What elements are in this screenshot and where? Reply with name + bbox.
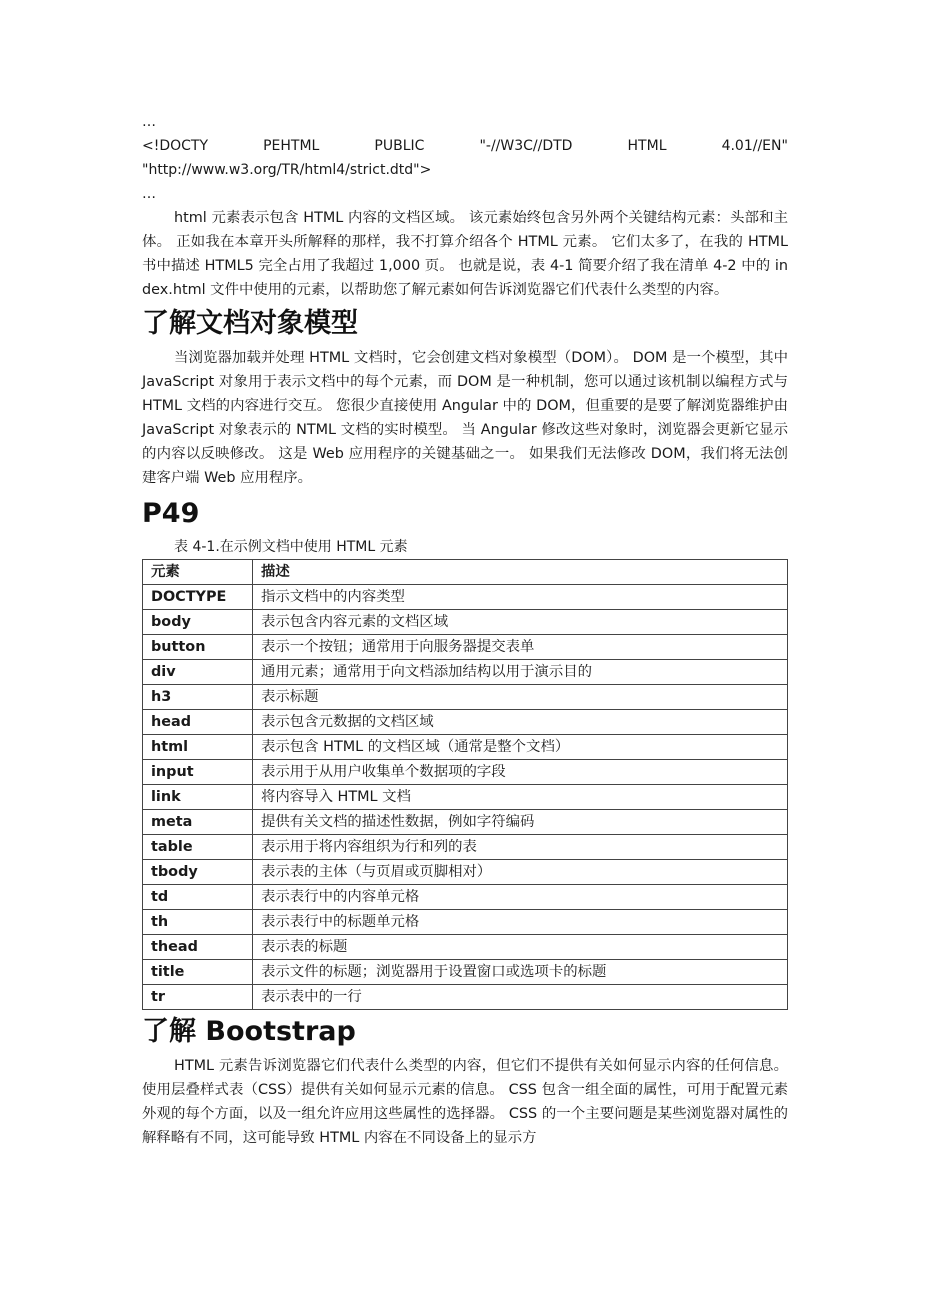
table-caption: 表 4-1.在示例文档中使用 HTML 元素 <box>174 539 408 555</box>
code-token: "-//W3C//DTD <box>479 138 573 154</box>
bootstrap-heading: 了解 Bootstrap <box>142 1016 356 1047</box>
element-cell: DOCTYPE <box>143 585 253 610</box>
dom-paragraph: 当浏览器加载并处理 HTML 文档时，它会创建文档对象模型（DOM）。 DOM 是一个模型，其中 JavaScript 对象用于表示文档中的每个元素，而 DOM 是一种机制，您可以通过该机制以编程方式与 HTML 文档的内容进行交互。 您很少直接使用 Angular 中的 DOM，但重要的是要了解浏览器维护由 JavaScript 对象表示的 NTML 文档的实时模型。 当 Angular 修改这些对象时，浏览器会更新它显示的内容以反映修改。 这是 Web 应用程序的关键基础之一。 如果我们无法修改 DOM，我们将无法创建客户端 Web 应用程序。 <box>142 350 788 486</box>
description-cell: 表示用于将内容组织为行和列的表 <box>253 835 788 860</box>
description-cell: 表示一个按钮；通常用于向服务器提交表单 <box>253 635 788 660</box>
table-row <box>143 710 788 735</box>
element-cell: title <box>143 960 253 985</box>
table-row <box>143 985 788 1010</box>
table-row <box>143 960 788 985</box>
table-row <box>143 885 788 910</box>
table-row <box>143 660 788 685</box>
description-cell: 指示文档中的内容类型 <box>253 585 788 610</box>
description-cell: 表示表中的一行 <box>253 985 788 1010</box>
element-cell: thead <box>143 935 253 960</box>
element-cell: head <box>143 710 253 735</box>
table-row <box>143 735 788 760</box>
table-row <box>143 935 788 960</box>
table-row <box>143 585 788 610</box>
table-header-row <box>143 560 788 585</box>
table-row <box>143 910 788 935</box>
code-ellipsis-bottom: … <box>142 186 156 202</box>
description-cell: 表示包含内容元素的文档区域 <box>253 610 788 635</box>
code-token: PUBLIC <box>374 138 425 154</box>
table-row <box>143 760 788 785</box>
bootstrap-paragraph: HTML 元素告诉浏览器它们代表什么类型的内容，但它们不提供有关如何显示内容的任何信息。使用层叠样式表（CSS）提供有关如何显示元素的信息。 CSS 包含一组全面的属性，可用于配置元素外观的每个方面，以及一组允许应用这些属性的选择器。 CSS 的一个主要问题是某些浏览器对属性的解释略有不同，这可能导致 HTML 内容在不同设备上的显示方 <box>142 1058 788 1146</box>
element-cell: link <box>143 785 253 810</box>
element-cell: td <box>143 885 253 910</box>
code-token: 4.01//EN" <box>721 138 788 154</box>
element-cell: meta <box>143 810 253 835</box>
table-row <box>143 635 788 660</box>
element-cell: tr <box>143 985 253 1010</box>
table-header-element: 元素 <box>143 560 253 585</box>
table-row <box>143 810 788 835</box>
code-doctype-line <box>142 134 788 158</box>
dom-heading: 了解文档对象模型 <box>142 308 358 339</box>
page-marker: P49 <box>142 498 200 529</box>
table-row <box>143 610 788 635</box>
table-row <box>143 785 788 810</box>
document-page <box>142 110 788 1150</box>
description-cell: 表示表行中的内容单元格 <box>253 885 788 910</box>
code-token: <!DOCTY <box>142 138 209 154</box>
element-cell: table <box>143 835 253 860</box>
code-token: PEHTML <box>263 138 320 154</box>
element-cell: th <box>143 910 253 935</box>
html-elements-table <box>142 559 788 1010</box>
element-cell: h3 <box>143 685 253 710</box>
element-cell: input <box>143 760 253 785</box>
description-cell: 表示包含元数据的文档区域 <box>253 710 788 735</box>
description-cell: 表示包含 HTML 的文档区域（通常是整个文档） <box>253 735 788 760</box>
element-cell: html <box>143 735 253 760</box>
description-cell: 表示表的主体（与页眉或页脚相对） <box>253 860 788 885</box>
code-doctype-url: "http://www.w3.org/TR/html4/strict.dtd"> <box>142 162 432 178</box>
table-header-description: 描述 <box>253 560 788 585</box>
code-ellipsis-top: … <box>142 114 156 130</box>
description-cell: 表示文件的标题；浏览器用于设置窗口或选项卡的标题 <box>253 960 788 985</box>
description-cell: 通用元素；通常用于向文档添加结构以用于演示目的 <box>253 660 788 685</box>
description-cell: 表示标题 <box>253 685 788 710</box>
intro-paragraph: html 元素表示包含 HTML 内容的文档区域。 该元素始终包含另外两个关键结构元素：头部和主体。 正如我在本章开头所解释的那样，我不打算介绍各个 HTML 元素。 它们太多了，在我的 HTML 书中描述 HTML5 完全占用了我超过 1,000 页。 也就是说，表 4-1 简要介绍了我在清单 4-2 中的 index.html 文件中使用的元素，以帮助您了解元素如何告诉浏览器它们代表什么类型的内容。 <box>142 210 788 298</box>
element-cell: button <box>143 635 253 660</box>
table-row <box>143 860 788 885</box>
element-cell: body <box>143 610 253 635</box>
description-cell: 将内容导入 HTML 文档 <box>253 785 788 810</box>
description-cell: 表示用于从用户收集单个数据项的字段 <box>253 760 788 785</box>
description-cell: 提供有关文档的描述性数据，例如字符编码 <box>253 810 788 835</box>
element-cell: div <box>143 660 253 685</box>
element-cell: tbody <box>143 860 253 885</box>
description-cell: 表示表行中的标题单元格 <box>253 910 788 935</box>
table-row <box>143 685 788 710</box>
code-token: HTML <box>627 138 667 154</box>
table-row <box>143 835 788 860</box>
description-cell: 表示表的标题 <box>253 935 788 960</box>
